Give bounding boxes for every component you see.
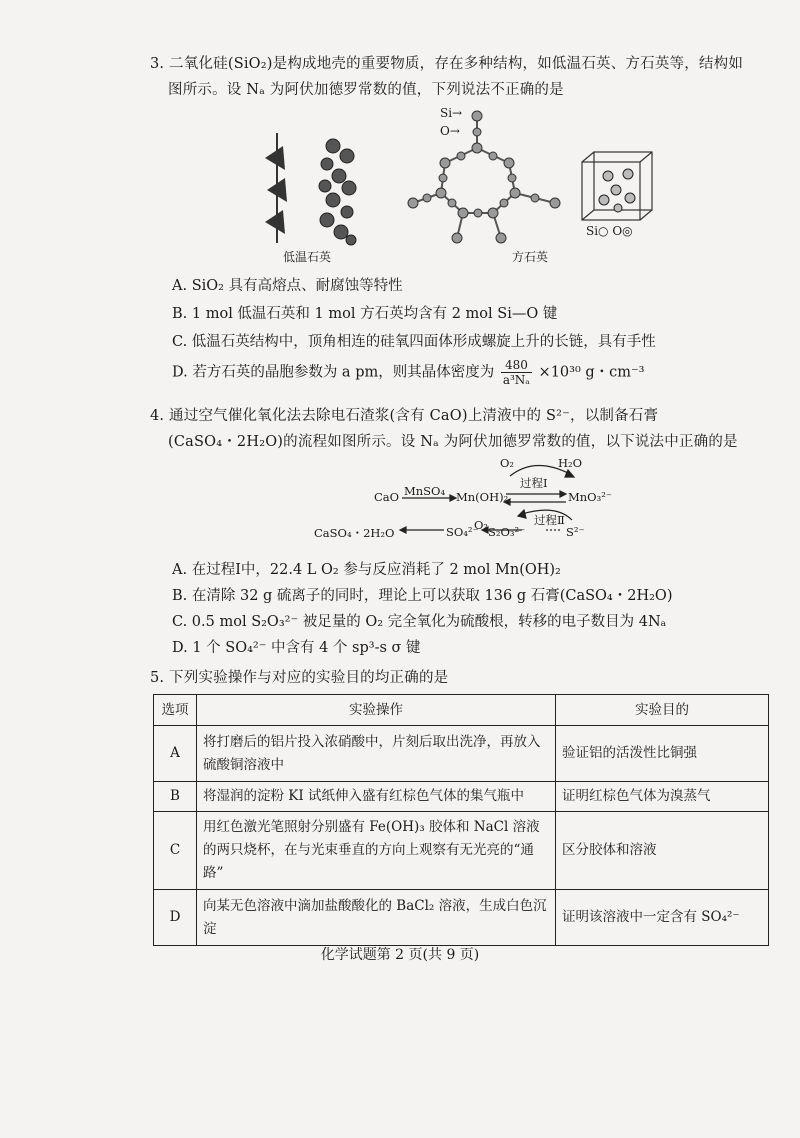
cristobalite-network-figure <box>405 108 565 248</box>
scheme-h2o-top: H₂O <box>558 456 583 470</box>
header-goal: 实验目的 <box>556 695 769 726</box>
scheme-process-1: 过程Ⅰ <box>520 476 548 490</box>
page-footer: 化学试题第 2 页(共 9 页) <box>320 947 480 963</box>
table-row <box>154 782 769 812</box>
q3-stem-line2: 图所示。设 Nₐ 为阿伏加德罗常数的值，下列说法不正确的是 <box>168 82 564 98</box>
q3-stem-line1: 3. 二氧化硅(SiO₂)是构成地壳的重要物质，存在多种结构，如低温石英、方石英等，结构如 <box>150 56 744 72</box>
scheme-cao: CaO <box>374 490 400 504</box>
table-row <box>154 726 769 782</box>
table-row <box>154 890 769 946</box>
unit-cell-legend: Si○ O◎ <box>586 224 633 238</box>
row-option: A <box>154 726 197 782</box>
q3-option-d-text: D. 若方石英的晶胞参数为 a pm，则其晶体密度为 <box>172 364 495 381</box>
o-label: O→ <box>440 124 460 138</box>
row-operation: 用红色激光笔照射分别盛有 Fe(OH)₃ 胶体和 NaCl 溶液的两只烧杯，在与光束垂直的方向上观察有无光亮的“通路” <box>197 812 556 890</box>
header-option: 选项 <box>154 695 197 726</box>
q5-stem: 5. 下列实验操作与对应的实验目的均正确的是 <box>150 670 449 686</box>
row-option: B <box>154 782 197 812</box>
scheme-s2: S²⁻ <box>566 525 585 539</box>
q3-option-d-unit: ×10³⁰ g・cm⁻³ <box>538 364 645 381</box>
q3-option-b: B. 1 mol 低温石英和 1 mol 方石英均含有 2 mol Si—O 键 <box>172 306 558 322</box>
scheme-s2o3: S₂O₃²⁻ <box>488 525 526 539</box>
scheme-o2-top: O₂ <box>500 456 515 470</box>
row-goal: 证明红棕色气体为溴蒸气 <box>556 782 769 812</box>
q4-option-d: D. 1 个 SO₄²⁻ 中含有 4 个 sp³-s σ 键 <box>172 640 421 656</box>
q3-option-a: A. SiO₂ 具有高熔点、耐腐蚀等特性 <box>172 278 403 294</box>
scheme-gypsum: CaSO₄・2H₂O <box>314 526 395 540</box>
row-operation: 将湿润的淀粉 KI 试纸伸入盛有红棕色气体的集气瓶中 <box>197 782 556 812</box>
q3-option-d <box>172 358 645 387</box>
q4-stem-line1: 4. 通过空气催化氧化法去除电石渣浆(含有 CaO)上清液中的 S²⁻，以制备石膏 <box>150 408 659 424</box>
low-quartz-caption: 低温石英 <box>283 250 332 264</box>
density-numerator: 480 <box>501 358 532 373</box>
row-option: C <box>154 812 197 890</box>
table-header-row <box>154 695 769 726</box>
scheme-so4: SO₄²⁻ <box>446 525 479 539</box>
header-operation: 实验操作 <box>197 695 556 726</box>
table-row <box>154 812 769 890</box>
q4-stem-line2: (CaSO₄・2H₂O)的流程如图所示。设 Nₐ 为阿伏加德罗常数的值，以下说法中正确的是 <box>168 434 738 450</box>
row-goal: 验证铝的活泼性比铜强 <box>556 726 769 782</box>
scheme-mno3: MnO₃²⁻ <box>568 490 612 504</box>
q4-option-b: B. 在清除 32 g 硫离子的同时，理论上可以获取 136 g 石膏(CaSO₄・2H₂O) <box>172 588 673 604</box>
q3-option-c: C. 低温石英结构中，顶角相连的硅氧四面体形成螺旋上升的长链，具有手性 <box>172 334 656 350</box>
cristobalite-caption: 方石英 <box>512 250 549 264</box>
row-option: D <box>154 890 197 946</box>
scheme-mnoh2: Mn(OH)₂ <box>456 490 509 504</box>
row-goal: 区分胶体和溶液 <box>556 812 769 890</box>
row-goal: 证明该溶液中一定含有 SO₄²⁻ <box>556 890 769 946</box>
si-label: Si→ <box>440 106 463 120</box>
q4-option-a: A. 在过程Ⅰ中，22.4 L O₂ 参与反应消耗了 2 mol Mn(OH)₂ <box>172 562 561 578</box>
scheme-mnso4: MnSO₄ <box>404 484 446 498</box>
row-operation: 向某无色溶液中滴加盐酸酸化的 BaCl₂ 溶液，生成白色沉淀 <box>197 890 556 946</box>
density-denominator: a³Nₐ <box>502 373 530 387</box>
scheme-process-2: 过程Ⅱ <box>534 513 565 527</box>
density-fraction <box>501 358 532 387</box>
row-operation: 将打磨后的铝片投入浓硝酸中，片刻后取出洗净，再放入硫酸铜溶液中 <box>197 726 556 782</box>
low-quartz-structure-figure <box>255 128 370 248</box>
unit-cell-figure <box>578 148 658 228</box>
experiment-table <box>153 694 769 946</box>
scheme-o2-mid: O₂ <box>474 518 489 532</box>
q4-option-c: C. 0.5 mol S₂O₃²⁻ 被足量的 O₂ 完全氧化为硫酸根，转移的电子数目为 4Nₐ <box>172 614 667 630</box>
